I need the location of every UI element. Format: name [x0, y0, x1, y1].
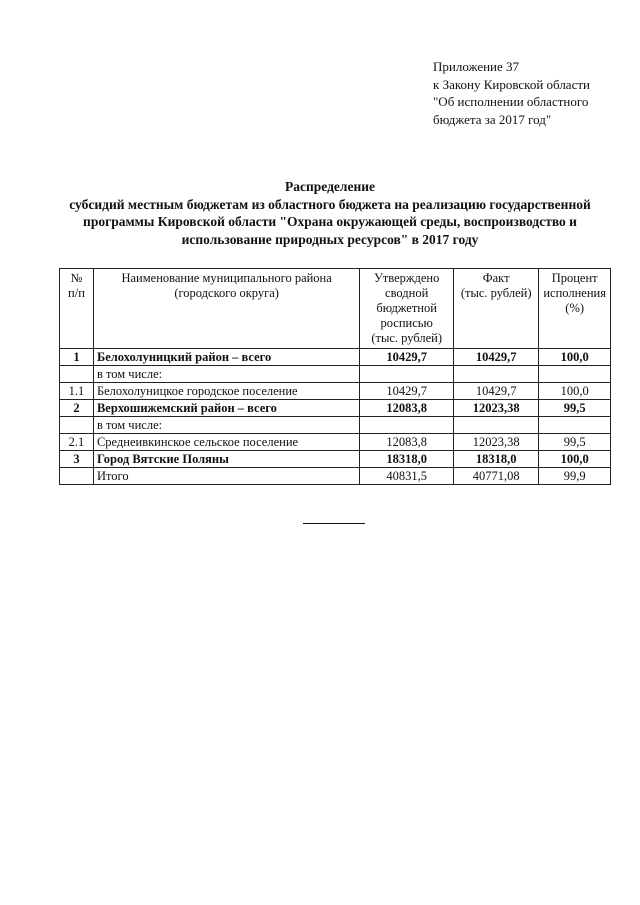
- heading-subtitle-line-1: субсидий местным бюджетам из областного бюджета на реализацию государственной: [69, 196, 591, 212]
- row-name: в том числе:: [93, 417, 359, 434]
- header-percent: Процент исполнения (%): [539, 269, 611, 349]
- heading-subtitle-line-2: программы Кировской области "Охрана окружающей среды, воспроизводство и: [83, 214, 577, 229]
- table-row: [60, 400, 611, 417]
- appendix-law-title-cont: бюджета за 2017 год": [433, 111, 552, 127]
- table-row: [60, 366, 611, 383]
- row-fact: 12023,38: [453, 434, 538, 451]
- row-number: [60, 417, 94, 434]
- row-fact: [453, 366, 538, 383]
- row-name: Верхошижемский район – всего: [93, 400, 359, 417]
- header-name: Наименование муниципального района (городского округа): [93, 269, 359, 349]
- row-approved: 10429,7: [360, 383, 454, 400]
- row-percent: 100,0: [539, 451, 611, 468]
- row-number: [60, 366, 94, 383]
- appendix-number: Приложение 37: [433, 59, 520, 74]
- row-approved: 12083,8: [360, 400, 454, 417]
- row-fact: 40771,08: [453, 468, 538, 485]
- row-name: Белохолуницкое городское поселение: [93, 383, 359, 400]
- appendix-reference: [433, 58, 590, 128]
- row-fact: 12023,38: [453, 400, 538, 417]
- row-percent: 99,9: [539, 468, 611, 485]
- table-total-row: [60, 468, 611, 485]
- row-percent: [539, 366, 611, 383]
- end-divider: [303, 523, 365, 524]
- table-row: [60, 451, 611, 468]
- table-row: [60, 383, 611, 400]
- row-approved: [360, 366, 454, 383]
- heading-title: Распределение: [284, 179, 376, 194]
- header-number: № п/п: [60, 269, 94, 349]
- row-number: [60, 468, 94, 485]
- row-number: 1.1: [60, 383, 94, 400]
- row-number: 2: [60, 400, 94, 417]
- row-number: 1: [60, 349, 94, 366]
- row-fact: 18318,0: [453, 451, 538, 468]
- row-percent: 100,0: [539, 349, 611, 366]
- table-header-row: [60, 269, 611, 349]
- row-name: Итого: [93, 468, 359, 485]
- row-number: 2.1: [60, 434, 94, 451]
- appendix-law: к Закону Кировской области: [433, 76, 590, 92]
- header-approved: Утверждено сводной бюджетной росписью (тыс. рублей): [360, 269, 454, 349]
- subsidy-table: [59, 268, 611, 485]
- row-percent: 100,0: [539, 383, 611, 400]
- row-approved: 12083,8: [360, 434, 454, 451]
- table-row: [60, 349, 611, 366]
- header-fact: Факт (тыс. рублей): [453, 269, 538, 349]
- row-percent: 99,5: [539, 400, 611, 417]
- row-approved: 40831,5: [360, 468, 454, 485]
- row-fact: 10429,7: [453, 383, 538, 400]
- row-fact: [453, 417, 538, 434]
- row-number: 3: [60, 451, 94, 468]
- row-approved: 18318,0: [360, 451, 454, 468]
- row-name: Белохолуницкий район – всего: [93, 349, 359, 366]
- row-approved: [360, 417, 454, 434]
- row-fact: 10429,7: [453, 349, 538, 366]
- row-approved: 10429,7: [360, 349, 454, 366]
- row-name: Среднеивкинское сельское поселение: [93, 434, 359, 451]
- row-percent: 99,5: [539, 434, 611, 451]
- row-name: в том числе:: [93, 366, 359, 383]
- table-row: [60, 434, 611, 451]
- heading-subtitle-line-3: использование природных ресурсов" в 2017 году: [181, 231, 479, 247]
- row-percent: [539, 417, 611, 434]
- table-row: [60, 417, 611, 434]
- appendix-law-title: "Об исполнении областного: [433, 94, 589, 109]
- row-name: Город Вятские Поляны: [93, 451, 359, 468]
- document-heading: [40, 178, 620, 248]
